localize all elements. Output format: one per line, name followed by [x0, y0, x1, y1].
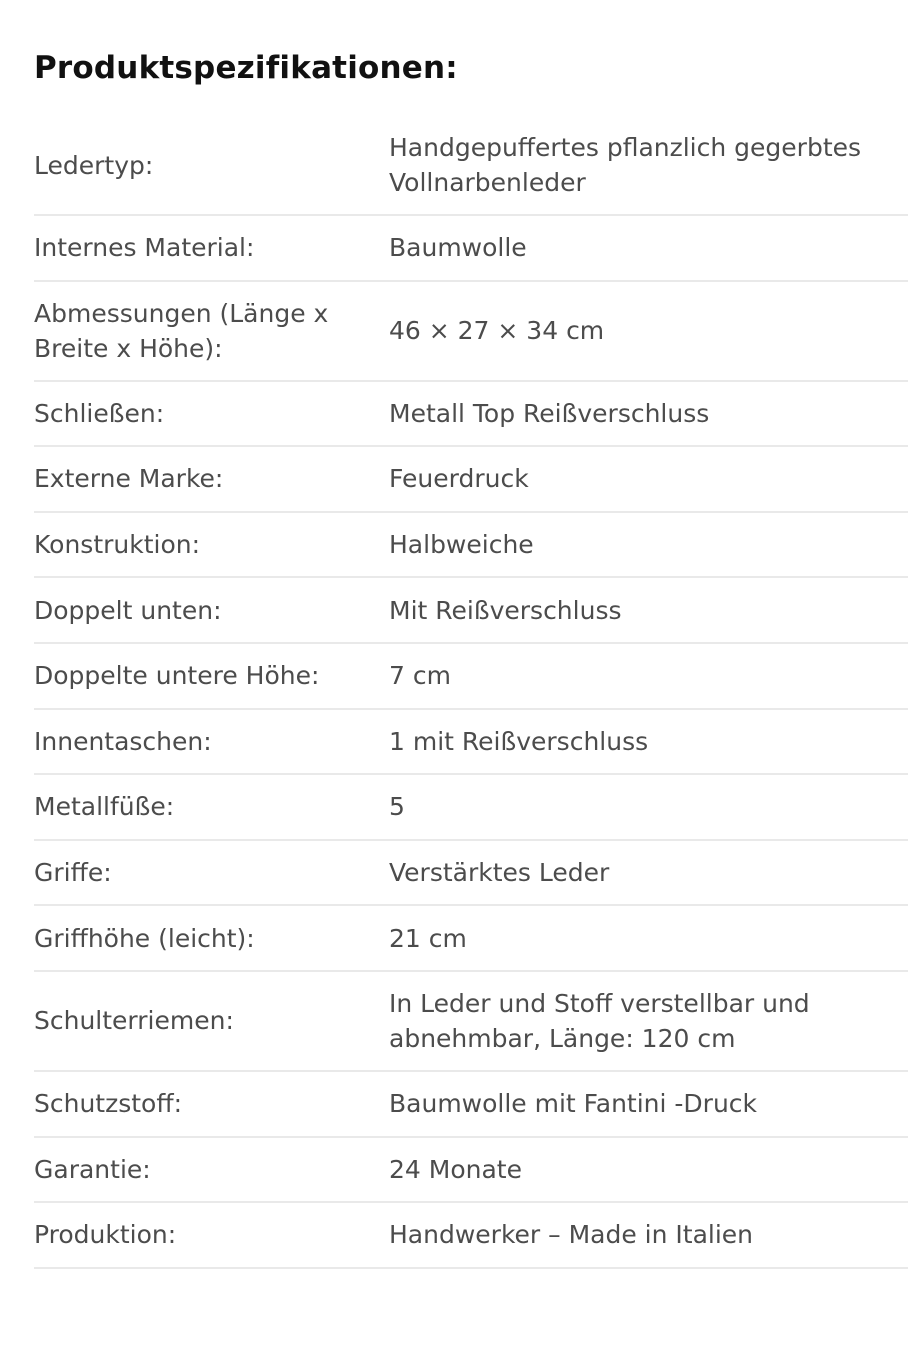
- spec-value: 24 Monate: [389, 1154, 522, 1184]
- spec-row-produktion: [34, 1203, 908, 1269]
- spec-value: Feuerdruck: [389, 464, 529, 494]
- spec-label: Konstruktion:: [34, 530, 201, 560]
- spec-row-externe-marke: [34, 447, 908, 513]
- spec-value: 21 cm: [389, 923, 467, 953]
- spec-value: Mit Reißverschluss: [389, 595, 622, 625]
- spec-value: Handgepuffertes pflanzlich gegerbtes Vollnarbenleder: [389, 133, 862, 197]
- spec-row-schutzstoff: [34, 1072, 908, 1138]
- spec-row-ledertyp: [34, 116, 908, 216]
- spec-label: Metallfüße:: [34, 792, 175, 822]
- spec-value: Handwerker – Made in Italien: [389, 1220, 754, 1250]
- spec-value: In Leder und Stoff verstellbar und abnehmbar, Länge: 120 cm: [389, 988, 810, 1053]
- spec-row-garantie: [34, 1138, 908, 1204]
- spec-label: Innentaschen:: [34, 726, 212, 756]
- spec-label: Doppelt unten:: [34, 595, 222, 625]
- page-title: Produktspezifikationen:: [34, 50, 458, 86]
- spec-row-konstruktion: [34, 513, 908, 579]
- spec-row-griffe: [34, 841, 908, 907]
- spec-label: Schutzstoff:: [34, 1089, 182, 1119]
- spec-label: Griffhöhe (leicht):: [34, 923, 255, 953]
- spec-row-internes-material: [34, 216, 908, 282]
- spec-row-schulterriemen: [34, 972, 908, 1072]
- spec-label: Griffe:: [34, 858, 112, 888]
- spec-label: Schulterriemen:: [34, 1006, 234, 1036]
- spec-row-metallfuesse: [34, 775, 908, 841]
- spec-row-schliessen: [34, 382, 908, 448]
- spec-label: Abmessungen (Länge x Breite x Höhe):: [34, 298, 329, 363]
- spec-row-innentaschen: [34, 710, 908, 776]
- spec-table: [34, 116, 908, 1269]
- spec-value: Verstärktes Leder: [389, 858, 610, 888]
- spec-label: Produktion:: [34, 1220, 177, 1250]
- spec-row-doppelt-unten: [34, 578, 908, 644]
- spec-value: Metall Top Reißverschluss: [389, 398, 710, 428]
- spec-value: Halbweiche: [389, 530, 534, 560]
- spec-row-abmessungen: [34, 282, 908, 382]
- spec-value: 46 × 27 × 34 cm: [389, 316, 605, 346]
- spec-label: Internes Material:: [34, 233, 255, 263]
- spec-label: Ledertyp:: [34, 150, 154, 180]
- spec-value: 7 cm: [389, 661, 451, 691]
- spec-label: Doppelte untere Höhe:: [34, 661, 320, 691]
- spec-label: Schließen:: [34, 398, 165, 428]
- spec-label: Garantie:: [34, 1154, 151, 1184]
- spec-row-doppelte-untere-hoehe: [34, 644, 908, 710]
- spec-value: Baumwolle mit Fantini -Druck: [389, 1089, 758, 1119]
- spec-value: 5: [389, 792, 405, 822]
- spec-row-griffhoehe: [34, 906, 908, 972]
- spec-value: 1 mit Reißverschluss: [389, 726, 649, 756]
- spec-value: Baumwolle: [389, 233, 527, 263]
- spec-label: Externe Marke:: [34, 464, 224, 494]
